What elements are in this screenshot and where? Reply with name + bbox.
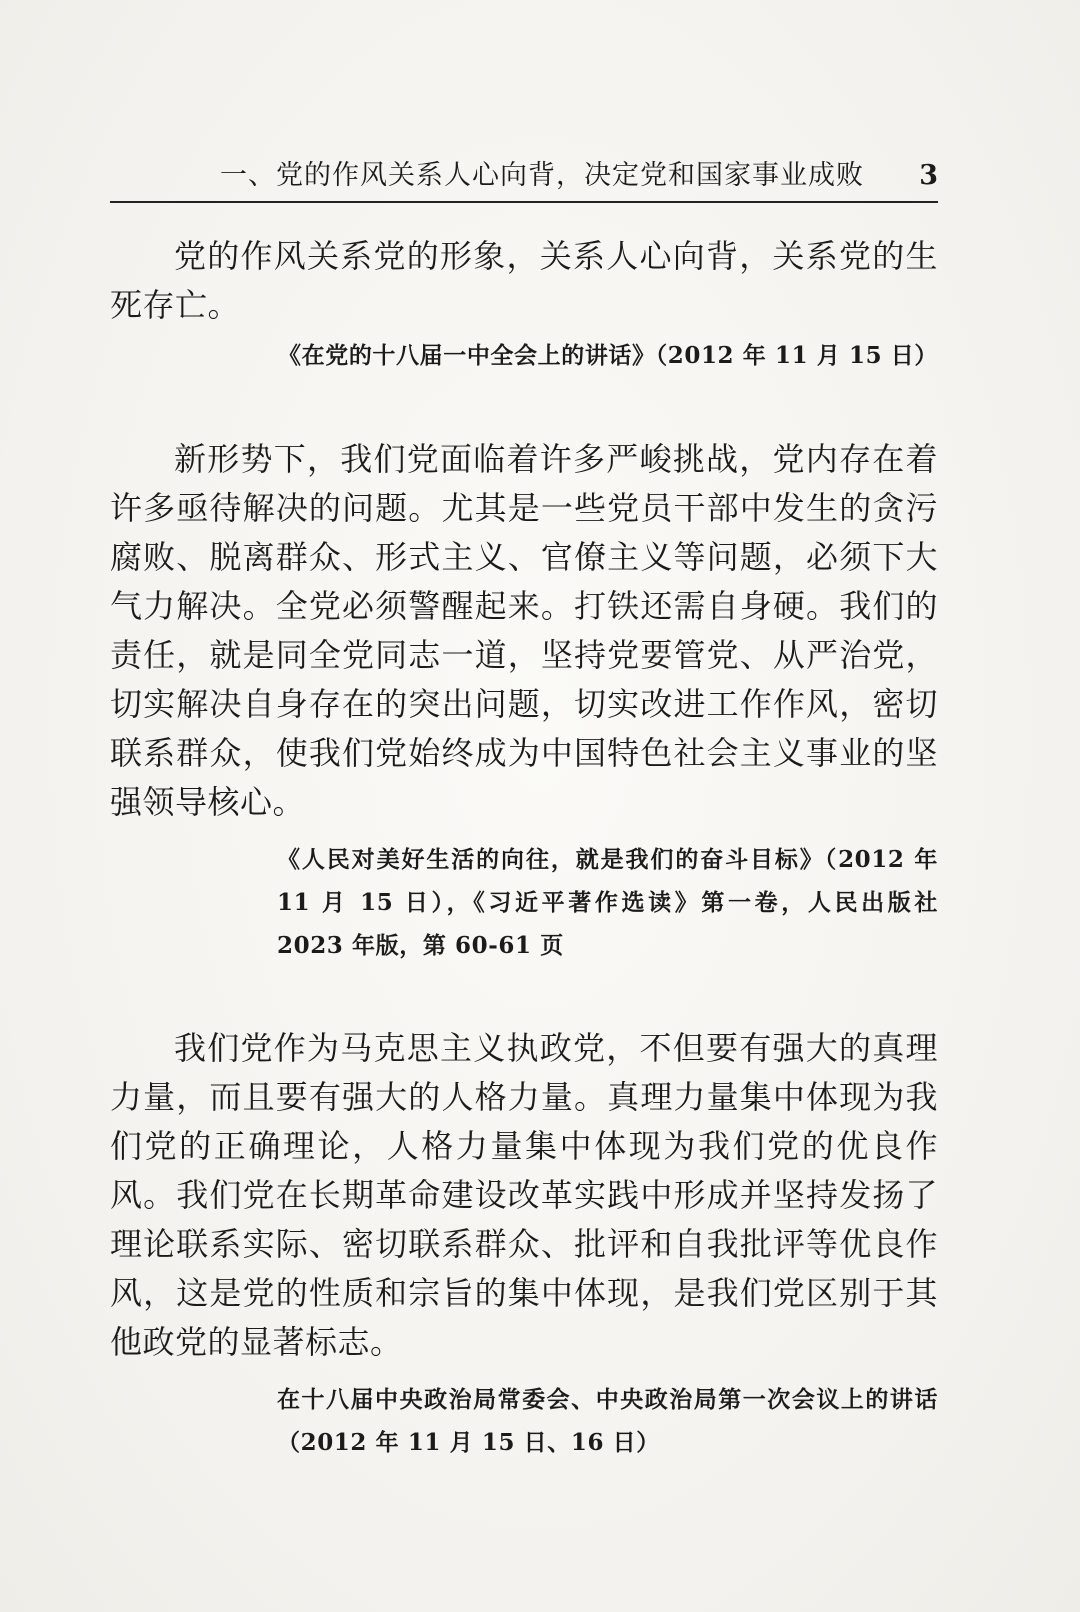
running-title: 一、党的作风关系人心向背，决定党和国家事业成败: [220, 160, 864, 191]
header-rule: [110, 201, 938, 203]
running-head: [0, 152, 1080, 196]
quote-source-3: 在十八届中央政治局常委会、中央政治局第一次会议上的讲话（2012 年 11 月 15 日、16 日）: [277, 1386, 938, 1456]
quote-paragraph-2: 新形势下，我们党面临着许多严峻挑战，党内存在着许多亟待解决的问题。尤其是一些党员干部中发生的贪污腐败、脱离群众、形式主义、官僚主义等问题，必须下大气力解决。全党必须警醒起来。打铁还需自身硬。我们的责任，就是同全党同志一道，坚持党要管党、从严治党，切实解决自身存在的突出问题，切实改进工作作风，密切联系群众，使我们党始终成为中国特色社会主义事业的坚强领导核心。: [110, 440, 938, 821]
page-number: 3: [919, 160, 938, 191]
quote-paragraph-3: 我们党作为马克思主义执政党，不但要有强大的真理力量，而且要有强大的人格力量。真理力量集中体现为我们党的正确理论，人格力量集中体现为我们党的优良作风。我们党在长期革命建设改革实践中形成并坚持发扬了理论联系实际、密切联系群众、批评和自我批评等优良作风，这是党的性质和宗旨的集中体现，是我们党区别于其他政党的显著标志。: [110, 1029, 938, 1361]
quote-source-1: 《在党的十八届一中全会上的讲话》（2012 年 11 月 15 日）: [278, 342, 938, 369]
quote-source-2: 《人民对美好生活的向往，就是我们的奋斗目标》（2012 年 11 月 15 日），《习近平著作选读》第一卷，人民出版社 2023 年版，第 60-61 页: [277, 846, 938, 959]
quote-paragraph-1: 党的作风关系党的形象，关系人心向背，关系党的生死存亡。: [110, 237, 938, 324]
